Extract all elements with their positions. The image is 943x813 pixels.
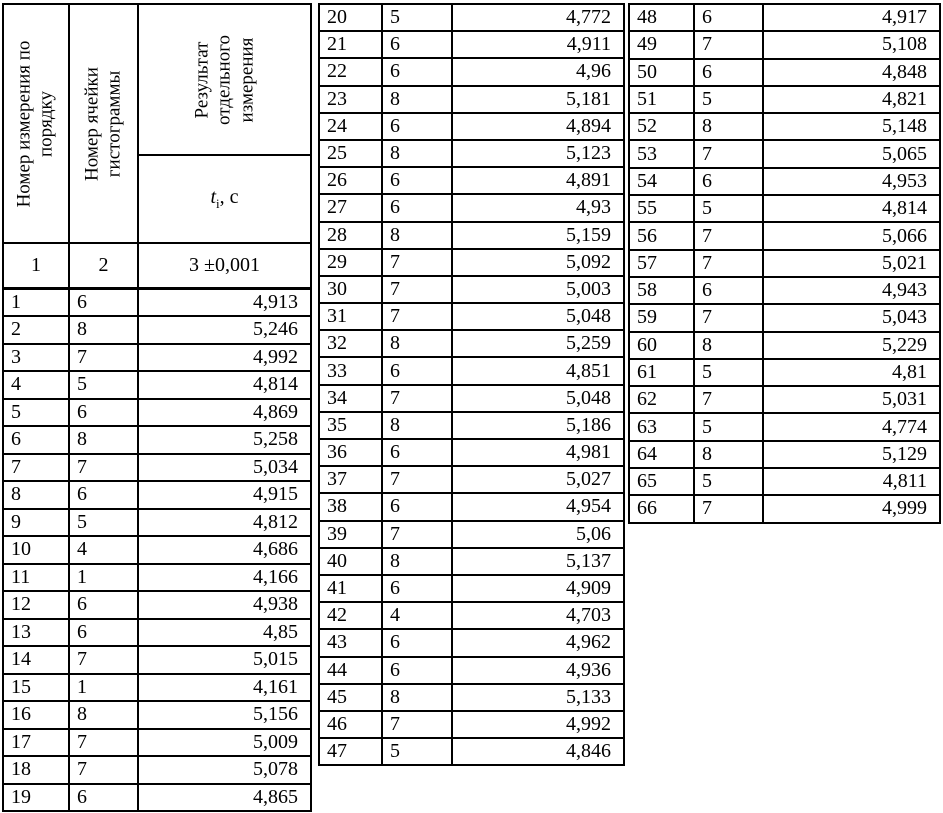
measurement-value: 5,123 bbox=[452, 140, 624, 167]
table-row bbox=[319, 439, 624, 466]
histogram-cell-number: 6 bbox=[69, 619, 138, 647]
header-measurement-number bbox=[3, 4, 69, 243]
table-row bbox=[3, 646, 311, 674]
measurement-value: 5,108 bbox=[763, 31, 940, 58]
table-row bbox=[319, 412, 624, 439]
histogram-cell-number: 6 bbox=[382, 575, 452, 602]
histogram-cell-number: 5 bbox=[694, 195, 763, 222]
histogram-cell-number: 7 bbox=[69, 756, 138, 784]
measurement-value: 4,851 bbox=[452, 357, 624, 384]
measurement-value: 4,943 bbox=[763, 277, 940, 304]
table-row bbox=[3, 729, 311, 757]
measurement-number: 38 bbox=[319, 493, 382, 520]
table-row bbox=[319, 113, 624, 140]
measurement-number: 15 bbox=[3, 674, 69, 702]
measurement-value: 5,129 bbox=[763, 441, 940, 468]
measurement-number: 56 bbox=[629, 222, 694, 249]
histogram-cell-number: 4 bbox=[382, 602, 452, 629]
histogram-cell-number: 7 bbox=[382, 466, 452, 493]
table-row bbox=[319, 303, 624, 330]
measurement-number: 5 bbox=[3, 399, 69, 427]
histogram-cell-number: 5 bbox=[694, 86, 763, 113]
measurement-value: 5,06 bbox=[452, 521, 624, 548]
table-row bbox=[319, 222, 624, 249]
histogram-cell-number: 6 bbox=[382, 629, 452, 656]
histogram-cell-number: 7 bbox=[69, 729, 138, 757]
table-row bbox=[629, 113, 940, 140]
measurement-number: 49 bbox=[629, 31, 694, 58]
table-row bbox=[319, 4, 624, 31]
measurement-number: 47 bbox=[319, 738, 382, 765]
histogram-cell-number: 7 bbox=[69, 344, 138, 372]
measurements-table-part-3 bbox=[628, 3, 941, 524]
histogram-cell-number: 6 bbox=[69, 481, 138, 509]
measurements-table-part-1 bbox=[2, 3, 312, 812]
measurement-value: 4,812 bbox=[138, 509, 311, 537]
measurement-value: 4,954 bbox=[452, 493, 624, 520]
measurement-number: 33 bbox=[319, 357, 382, 384]
histogram-cell-number: 6 bbox=[382, 439, 452, 466]
table-row bbox=[629, 304, 940, 331]
measurement-number: 55 bbox=[629, 195, 694, 222]
measurement-number: 9 bbox=[3, 509, 69, 537]
measurement-value: 5,009 bbox=[138, 729, 311, 757]
histogram-cell-number: 6 bbox=[382, 167, 452, 194]
measurement-number: 41 bbox=[319, 575, 382, 602]
measurement-value: 5,156 bbox=[138, 701, 311, 729]
measurement-number: 51 bbox=[629, 86, 694, 113]
table-row bbox=[3, 399, 311, 427]
histogram-cell-number: 7 bbox=[382, 276, 452, 303]
header-measurement-number-text: Номер измерения по порядку bbox=[13, 40, 57, 207]
histogram-cell-number: 7 bbox=[694, 495, 763, 522]
measurement-value: 5,066 bbox=[763, 222, 940, 249]
histogram-cell-number: 6 bbox=[694, 168, 763, 195]
table-row bbox=[3, 701, 311, 729]
measurement-number: 52 bbox=[629, 113, 694, 140]
table-row bbox=[319, 575, 624, 602]
measurement-number: 21 bbox=[319, 31, 382, 58]
histogram-cell-number: 5 bbox=[69, 371, 138, 399]
quantity-subscript: i bbox=[216, 196, 220, 212]
table-row bbox=[629, 495, 940, 522]
table-row bbox=[629, 4, 940, 31]
histogram-cell-number: 4 bbox=[69, 536, 138, 564]
measurement-number: 44 bbox=[319, 657, 382, 684]
measurement-number: 31 bbox=[319, 303, 382, 330]
histogram-cell-number: 7 bbox=[382, 711, 452, 738]
histogram-cell-number: 8 bbox=[382, 222, 452, 249]
table-row bbox=[319, 167, 624, 194]
measurement-value: 5,078 bbox=[138, 756, 311, 784]
table-row bbox=[3, 536, 311, 564]
histogram-cell-number: 8 bbox=[382, 684, 452, 711]
table-row bbox=[3, 316, 311, 344]
table-row bbox=[3, 371, 311, 399]
histogram-cell-number: 6 bbox=[69, 591, 138, 619]
measurement-number: 4 bbox=[3, 371, 69, 399]
measurement-number: 25 bbox=[319, 140, 382, 167]
measurement-value: 5,065 bbox=[763, 140, 940, 167]
table-row bbox=[629, 359, 940, 386]
measurement-number: 12 bbox=[3, 591, 69, 619]
table-row bbox=[319, 194, 624, 221]
histogram-cell-number: 5 bbox=[382, 4, 452, 31]
measurement-value: 5,148 bbox=[763, 113, 940, 140]
table-row bbox=[3, 756, 311, 784]
measurement-value: 4,917 bbox=[763, 4, 940, 31]
header-measurement-result bbox=[138, 4, 311, 155]
histogram-cell-number: 7 bbox=[382, 249, 452, 276]
measurement-value: 4,981 bbox=[452, 439, 624, 466]
measurement-value: 5,137 bbox=[452, 548, 624, 575]
measurement-number: 61 bbox=[629, 359, 694, 386]
measurement-value: 5,043 bbox=[763, 304, 940, 331]
measurement-value: 4,999 bbox=[763, 495, 940, 522]
table-row bbox=[319, 684, 624, 711]
table-row bbox=[319, 629, 624, 656]
histogram-cell-number: 5 bbox=[694, 413, 763, 440]
histogram-cell-number: 6 bbox=[69, 784, 138, 812]
measurement-value: 4,821 bbox=[763, 86, 940, 113]
measurement-number: 20 bbox=[319, 4, 382, 31]
histogram-cell-number: 7 bbox=[382, 303, 452, 330]
measurement-value: 5,003 bbox=[452, 276, 624, 303]
measurement-number: 19 bbox=[3, 784, 69, 812]
table-row bbox=[629, 59, 940, 86]
table-row bbox=[629, 86, 940, 113]
measurement-number: 8 bbox=[3, 481, 69, 509]
measurement-value: 5,021 bbox=[763, 250, 940, 277]
measurement-value: 4,913 bbox=[138, 289, 311, 317]
histogram-cell-number: 7 bbox=[694, 304, 763, 331]
measurement-value: 5,258 bbox=[138, 426, 311, 454]
measurement-number: 11 bbox=[3, 564, 69, 592]
measurement-value: 5,186 bbox=[452, 412, 624, 439]
table-row bbox=[629, 386, 940, 413]
measurement-number: 35 bbox=[319, 412, 382, 439]
measurement-number: 1 bbox=[3, 289, 69, 317]
measurement-number: 34 bbox=[319, 385, 382, 412]
table-row bbox=[319, 140, 624, 167]
table-row bbox=[629, 222, 940, 249]
measurement-number: 37 bbox=[319, 466, 382, 493]
table-row bbox=[319, 548, 624, 575]
measurement-value: 4,848 bbox=[763, 59, 940, 86]
measurement-value: 5,181 bbox=[452, 86, 624, 113]
measurement-number: 30 bbox=[319, 276, 382, 303]
table-row bbox=[319, 58, 624, 85]
measurement-number: 42 bbox=[319, 602, 382, 629]
measurement-value: 4,686 bbox=[138, 536, 311, 564]
table-row bbox=[3, 591, 311, 619]
measurement-value: 4,85 bbox=[138, 619, 311, 647]
table-row bbox=[3, 289, 311, 317]
measurement-number: 26 bbox=[319, 167, 382, 194]
measurement-number: 22 bbox=[319, 58, 382, 85]
histogram-cell-number: 6 bbox=[694, 59, 763, 86]
table-row bbox=[629, 441, 940, 468]
histogram-cell-number: 7 bbox=[69, 454, 138, 482]
measurement-value: 5,031 bbox=[763, 386, 940, 413]
measurement-value: 4,962 bbox=[452, 629, 624, 656]
histogram-cell-number: 6 bbox=[69, 289, 138, 317]
measurement-value: 5,034 bbox=[138, 454, 311, 482]
histogram-cell-number: 5 bbox=[694, 468, 763, 495]
measurement-number: 60 bbox=[629, 332, 694, 359]
measurement-number: 64 bbox=[629, 441, 694, 468]
histogram-cell-number: 7 bbox=[694, 140, 763, 167]
measurement-value: 4,911 bbox=[452, 31, 624, 58]
table-row bbox=[319, 602, 624, 629]
histogram-cell-number: 8 bbox=[382, 86, 452, 113]
column-number: 2 bbox=[69, 243, 138, 289]
measurement-number: 14 bbox=[3, 646, 69, 674]
histogram-cell-number: 8 bbox=[382, 412, 452, 439]
measurement-number: 65 bbox=[629, 468, 694, 495]
measurement-value: 4,894 bbox=[452, 113, 624, 140]
measurement-value: 5,246 bbox=[138, 316, 311, 344]
measurement-number: 46 bbox=[319, 711, 382, 738]
table-row bbox=[319, 357, 624, 384]
table-row bbox=[319, 31, 624, 58]
measurement-value: 5,092 bbox=[452, 249, 624, 276]
measurement-value: 5,133 bbox=[452, 684, 624, 711]
column-number-with-tolerance: 3 ±0,001 bbox=[138, 243, 311, 289]
histogram-cell-number: 8 bbox=[382, 330, 452, 357]
table-row bbox=[3, 674, 311, 702]
measurement-value: 5,048 bbox=[452, 303, 624, 330]
table-row bbox=[3, 619, 311, 647]
measurement-number: 48 bbox=[629, 4, 694, 31]
measurement-number: 23 bbox=[319, 86, 382, 113]
histogram-cell-number: 7 bbox=[694, 386, 763, 413]
measurement-number: 17 bbox=[3, 729, 69, 757]
measurement-value: 4,811 bbox=[763, 468, 940, 495]
measurement-number: 28 bbox=[319, 222, 382, 249]
measurement-value: 4,774 bbox=[763, 413, 940, 440]
table-row bbox=[629, 195, 940, 222]
table-row bbox=[629, 277, 940, 304]
measurement-number: 36 bbox=[319, 439, 382, 466]
table-row bbox=[3, 784, 311, 812]
measurement-value: 5,159 bbox=[452, 222, 624, 249]
histogram-cell-number: 7 bbox=[382, 521, 452, 548]
measurement-number: 45 bbox=[319, 684, 382, 711]
histogram-cell-number: 6 bbox=[382, 493, 452, 520]
table-row bbox=[319, 711, 624, 738]
histogram-cell-number: 7 bbox=[69, 646, 138, 674]
table-row bbox=[3, 454, 311, 482]
header-histogram-cell bbox=[69, 4, 138, 243]
histogram-cell-number: 6 bbox=[694, 277, 763, 304]
table-row bbox=[319, 521, 624, 548]
table-row bbox=[319, 385, 624, 412]
histogram-cell-number: 7 bbox=[694, 250, 763, 277]
unit-label bbox=[138, 155, 311, 243]
measurement-value: 4,869 bbox=[138, 399, 311, 427]
table-row bbox=[319, 493, 624, 520]
table-row bbox=[319, 330, 624, 357]
histogram-cell-number: 5 bbox=[382, 738, 452, 765]
measurement-value: 4,703 bbox=[452, 602, 624, 629]
measurement-value: 4,953 bbox=[763, 168, 940, 195]
table-row bbox=[629, 332, 940, 359]
measurement-number: 3 bbox=[3, 344, 69, 372]
histogram-cell-number: 1 bbox=[69, 674, 138, 702]
measurement-value: 4,936 bbox=[452, 657, 624, 684]
histogram-cell-number: 6 bbox=[382, 31, 452, 58]
table-row bbox=[3, 481, 311, 509]
histogram-cell-number: 1 bbox=[69, 564, 138, 592]
table-row bbox=[629, 250, 940, 277]
table-row bbox=[3, 564, 311, 592]
histogram-cell-number: 6 bbox=[382, 357, 452, 384]
histogram-cell-number: 8 bbox=[382, 140, 452, 167]
measurement-number: 50 bbox=[629, 59, 694, 86]
quantity-unit: , с bbox=[219, 186, 239, 209]
measurement-value: 4,846 bbox=[452, 738, 624, 765]
table-row bbox=[319, 657, 624, 684]
histogram-cell-number: 8 bbox=[69, 316, 138, 344]
histogram-cell-number: 5 bbox=[694, 359, 763, 386]
measurement-value: 4,814 bbox=[763, 195, 940, 222]
histogram-cell-number: 5 bbox=[69, 509, 138, 537]
measurement-value: 4,992 bbox=[452, 711, 624, 738]
measurement-value: 4,161 bbox=[138, 674, 311, 702]
table-row bbox=[319, 738, 624, 765]
measurement-value: 4,166 bbox=[138, 564, 311, 592]
table-row bbox=[629, 468, 940, 495]
table-row bbox=[629, 31, 940, 58]
measurements-table-part-2 bbox=[318, 3, 625, 766]
histogram-cell-number: 7 bbox=[694, 222, 763, 249]
measurement-value: 4,938 bbox=[138, 591, 311, 619]
histogram-cell-number: 6 bbox=[382, 58, 452, 85]
measurement-number: 18 bbox=[3, 756, 69, 784]
measurement-number: 59 bbox=[629, 304, 694, 331]
quantity-symbol: t bbox=[210, 186, 217, 209]
measurement-number: 53 bbox=[629, 140, 694, 167]
measurement-number: 13 bbox=[3, 619, 69, 647]
measurement-value: 4,865 bbox=[138, 784, 311, 812]
measurement-value: 4,96 bbox=[452, 58, 624, 85]
column-number: 1 bbox=[3, 243, 69, 289]
histogram-cell-number: 8 bbox=[694, 332, 763, 359]
histogram-cell-number: 6 bbox=[382, 657, 452, 684]
table-row bbox=[319, 276, 624, 303]
measurement-value: 4,909 bbox=[452, 575, 624, 602]
table-row bbox=[319, 249, 624, 276]
measurement-number: 27 bbox=[319, 194, 382, 221]
histogram-cell-number: 6 bbox=[382, 194, 452, 221]
column-numbering-row bbox=[3, 243, 311, 289]
histogram-cell-number: 8 bbox=[694, 441, 763, 468]
histogram-cell-number: 7 bbox=[382, 385, 452, 412]
measurement-value: 4,915 bbox=[138, 481, 311, 509]
measurement-value: 4,891 bbox=[452, 167, 624, 194]
measurement-number: 6 bbox=[3, 426, 69, 454]
measurement-number: 10 bbox=[3, 536, 69, 564]
measurement-number: 2 bbox=[3, 316, 69, 344]
measurement-number: 40 bbox=[319, 548, 382, 575]
histogram-cell-number: 8 bbox=[382, 548, 452, 575]
table-row bbox=[629, 413, 940, 440]
measurement-value: 5,259 bbox=[452, 330, 624, 357]
measurement-value: 5,048 bbox=[452, 385, 624, 412]
measurement-number: 29 bbox=[319, 249, 382, 276]
table-row bbox=[3, 509, 311, 537]
measurement-value: 5,027 bbox=[452, 466, 624, 493]
measurement-number: 54 bbox=[629, 168, 694, 195]
histogram-cell-number: 7 bbox=[694, 31, 763, 58]
measurement-number: 62 bbox=[629, 386, 694, 413]
table-row bbox=[629, 168, 940, 195]
measurement-value: 5,229 bbox=[763, 332, 940, 359]
histogram-cell-number: 8 bbox=[69, 426, 138, 454]
measurement-value: 4,814 bbox=[138, 371, 311, 399]
measurement-value: 4,992 bbox=[138, 344, 311, 372]
measurement-number: 57 bbox=[629, 250, 694, 277]
table-row bbox=[3, 426, 311, 454]
measurement-value: 5,015 bbox=[138, 646, 311, 674]
table-row bbox=[3, 344, 311, 372]
measurement-number: 16 bbox=[3, 701, 69, 729]
histogram-cell-number: 6 bbox=[69, 399, 138, 427]
measurement-value: 4,81 bbox=[763, 359, 940, 386]
histogram-cell-number: 6 bbox=[382, 113, 452, 140]
measurement-number: 39 bbox=[319, 521, 382, 548]
measurement-value: 4,93 bbox=[452, 194, 624, 221]
histogram-cell-number: 8 bbox=[69, 701, 138, 729]
table-row bbox=[629, 140, 940, 167]
measurement-number: 7 bbox=[3, 454, 69, 482]
header-measurement-result-text: Результат отдельного измерения bbox=[190, 34, 257, 125]
measurement-number: 63 bbox=[629, 413, 694, 440]
measurement-value: 4,772 bbox=[452, 4, 624, 31]
histogram-cell-number: 8 bbox=[694, 113, 763, 140]
measurement-number: 58 bbox=[629, 277, 694, 304]
header-histogram-cell-text: Номер ячейки гистограммы bbox=[81, 66, 125, 181]
histogram-cell-number: 6 bbox=[694, 4, 763, 31]
measurement-number: 32 bbox=[319, 330, 382, 357]
table-row bbox=[319, 466, 624, 493]
table-row bbox=[319, 86, 624, 113]
measurement-number: 66 bbox=[629, 495, 694, 522]
measurement-number: 43 bbox=[319, 629, 382, 656]
measurement-number: 24 bbox=[319, 113, 382, 140]
